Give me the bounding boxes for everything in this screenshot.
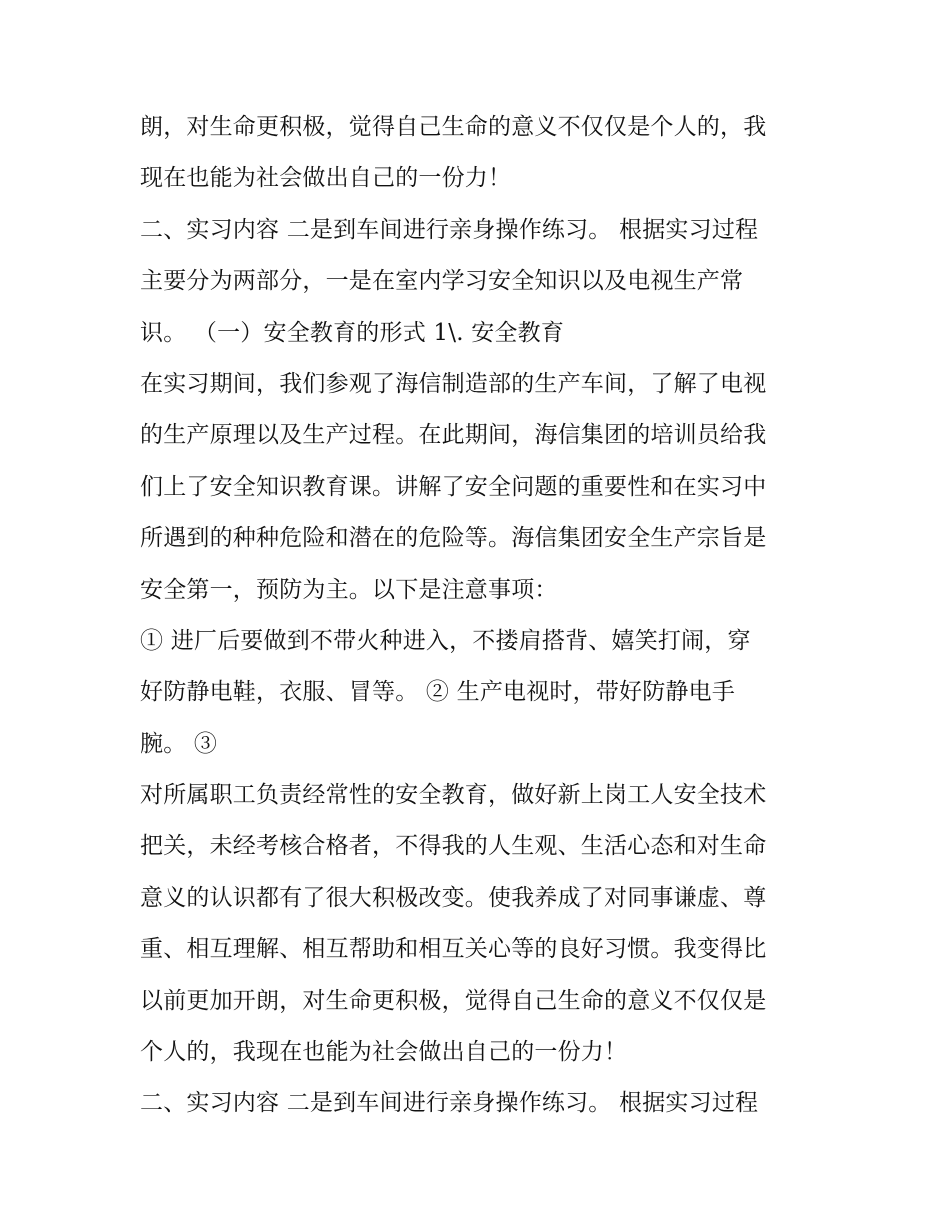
text-line: 重、相互理解、相互帮助和相互关心等的良好习惯。我变得比 <box>140 936 767 963</box>
text-line: 所遇到的种种危险和潜在的危险等。海信集团安全生产宗旨是 <box>140 525 767 552</box>
text-line: 识。 （一）安全教育的形式 1\. 安全教育 <box>140 319 565 346</box>
text-line: 主要分为两部分，一是在室内学习安全知识以及电视生产常 <box>140 268 744 295</box>
text-line: ① 进厂后要做到不带火种进入，不搂肩搭背、嬉笑打闹，穿 <box>140 627 751 654</box>
document-body <box>140 102 820 1130</box>
text-line: 二、实习内容 二是到车间进行亲身操作练习。 根据实习过程 <box>140 1090 759 1117</box>
text-line: 意义的认识都有了很大积极改变。使我养成了对同事谦虚、尊 <box>140 884 767 911</box>
text-line: 朗，对生命更积极，觉得自己生命的意义不仅仅是个人的，我 <box>140 114 767 140</box>
text-line: 现在也能为社会做出自己的一份力！ <box>140 165 512 192</box>
text-line: 把关，未经考核合格者，不得我的人生观、生活心态和对生命 <box>140 833 767 860</box>
text-line: 好防静电鞋，衣服、冒等。 ② 生产电视时，带好防静电手 <box>140 679 736 706</box>
text-line: 对所属职工负责经常性的安全教育，做好新上岗工人安全技术 <box>140 782 767 809</box>
text-line: 们上了安全知识教育课。讲解了安全问题的重要性和在实习中 <box>140 473 767 500</box>
text-line: 腕。 ③ <box>140 730 218 757</box>
text-line: 个人的，我现在也能为社会做出自己的一份力！ <box>140 1039 628 1066</box>
text-line: 的生产原理以及生产过程。在此期间，海信集团的培训员给我 <box>140 422 767 449</box>
text-line: 安全第一，预防为主。以下是注意事项： <box>140 576 558 603</box>
text-line: 二、实习内容 二是到车间进行亲身操作练习。 根据实习过程 <box>140 216 759 243</box>
text-line: 在实习期间，我们参观了海信制造部的生产车间，了解了电视 <box>140 370 767 397</box>
text-line: 以前更加开朗，对生命更积极，觉得自己生命的意义不仅仅是 <box>140 987 767 1014</box>
